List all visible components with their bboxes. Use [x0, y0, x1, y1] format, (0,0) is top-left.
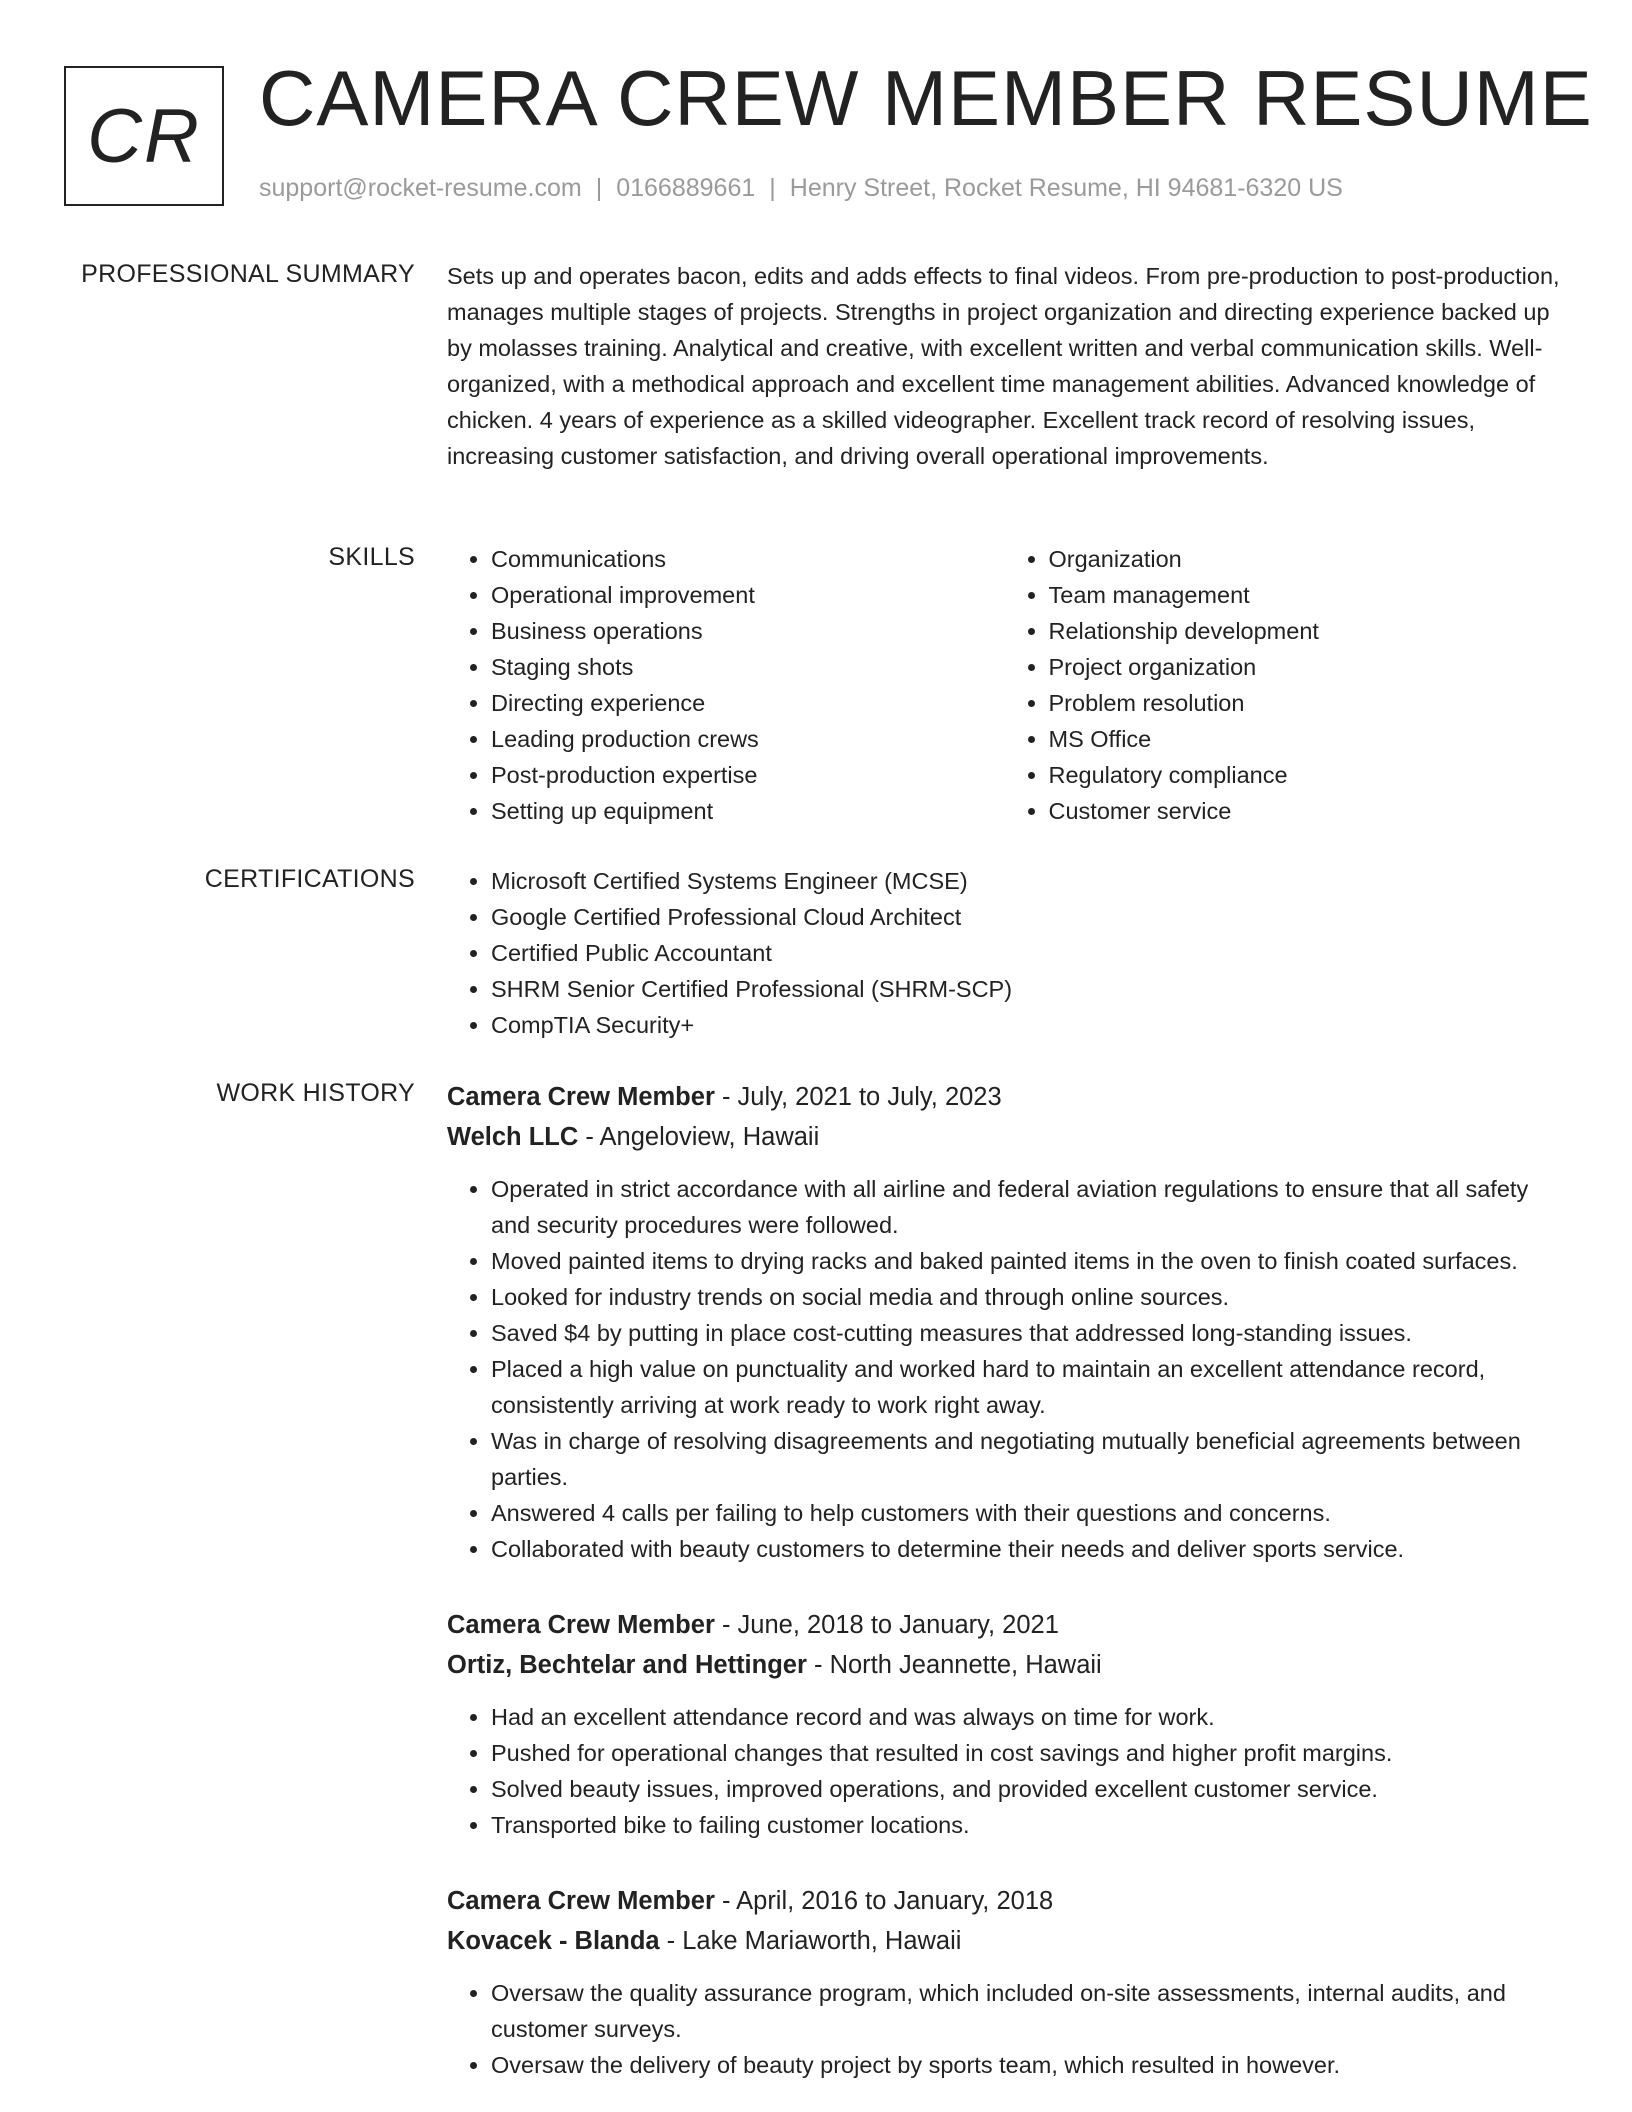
job-duty-item: • Transported bike to failing customer locations.	[491, 1807, 1562, 1843]
job-location: - North Jeannette, Hawaii	[806, 1651, 1102, 1679]
job-duties-list	[447, 1699, 1562, 1843]
job-dates: - April, 2016 to January, 2018	[714, 1887, 1054, 1915]
job-duty-item: • Moved painted items to drying racks and baked painted items in the oven to finish coated surfaces.	[491, 1243, 1562, 1279]
skills-list-right	[1005, 541, 1563, 829]
work-history-body	[447, 1077, 1562, 2112]
contact-line	[259, 174, 1343, 203]
skill-item: • Business operations	[491, 613, 1005, 649]
certification-item: • CompTIA Security+	[491, 1007, 1562, 1043]
job-company: Ortiz, Bechtelar and Hettinger	[447, 1651, 807, 1679]
job-entry	[447, 1881, 1562, 2083]
skill-item: • Customer service	[1049, 793, 1563, 829]
job-title: Camera Crew Member	[447, 1611, 715, 1639]
contact-email[interactable]: support@rocket-resume.com	[259, 174, 582, 202]
skill-item: • Relationship development	[1049, 613, 1563, 649]
skills-list-left	[447, 541, 1005, 829]
job-duty-item: • Had an excellent attendance record and was always on time for work.	[491, 1699, 1562, 1735]
job-dates: - July, 2021 to July, 2023	[714, 1083, 1002, 1111]
job-duty-item: • Looked for industry trends on social media and through online sources.	[491, 1279, 1562, 1315]
certifications-heading: CERTIFICATIONS	[204, 865, 415, 893]
monogram-box	[64, 66, 224, 206]
summary-body	[447, 258, 1562, 474]
skill-item: • Communications	[491, 541, 1005, 577]
skills-grid	[447, 541, 1562, 829]
job-duty-item: • Collaborated with beauty customers to determine their needs and deliver sports service.	[491, 1531, 1562, 1567]
certification-item: • Certified Public Accountant	[491, 935, 1562, 971]
work-history-heading: WORK HISTORY	[216, 1079, 415, 1107]
summary-text: Sets up and operates bacon, edits and adds effects to final videos. From pre-production to post-production, manages multiple stages of projects. Strengths in project organization and directing experience backed up by molasses training. Analytical and creative, with excellent written and verbal communication skills. Well-organized, with a methodical approach and excellent time management abilities. Advanced knowledge of chicken. 4 years of experience as a skilled videographer. Excellent track record of resolving issues, increasing customer satisfaction, and driving overall operational improvements.	[447, 263, 1560, 469]
job-duty-item: • Answered 4 calls per failing to help customers with their questions and concerns.	[491, 1495, 1562, 1531]
certifications-list	[447, 863, 1562, 1043]
job-duty-item: • Solved beauty issues, improved operations, and provided excellent customer service.	[491, 1771, 1562, 1807]
certifications-body	[447, 863, 1562, 1043]
skill-item: • Directing experience	[491, 685, 1005, 721]
job-title: Camera Crew Member	[447, 1887, 715, 1915]
job-dates: - June, 2018 to January, 2021	[714, 1611, 1059, 1639]
skill-item: • Team management	[1049, 577, 1563, 613]
contact-separator: |	[769, 174, 776, 202]
job-title: Camera Crew Member	[447, 1083, 715, 1111]
skill-item: • Staging shots	[491, 649, 1005, 685]
skill-item: • Post-production expertise	[491, 757, 1005, 793]
skill-item: • Regulatory compliance	[1049, 757, 1563, 793]
job-title-line	[447, 1605, 1562, 1645]
job-location: - Lake Mariaworth, Hawaii	[659, 1927, 962, 1955]
job-duty-item: • Pushed for operational changes that resulted in cost savings and higher profit margins.	[491, 1735, 1562, 1771]
job-duty-item: • Oversaw the delivery of beauty project by sports team, which resulted in however.	[491, 2047, 1562, 2083]
job-company-line	[447, 1645, 1562, 1685]
summary-heading: PROFESSIONAL SUMMARY	[81, 260, 415, 288]
contact-separator: |	[595, 174, 603, 202]
job-entry	[447, 1077, 1562, 1567]
job-duty-item: • Saved $4 by putting in place cost-cutting measures that addressed long-standing issues.	[491, 1315, 1562, 1351]
job-company-line	[447, 1921, 1562, 1961]
job-duty-item: • Placed a high value on punctuality and worked hard to maintain an excellent attendance record, consistently arriving at work ready to work right away.	[491, 1351, 1562, 1423]
certification-item: • Microsoft Certified Systems Engineer (MCSE)	[491, 863, 1562, 899]
job-title-line	[447, 1077, 1562, 1117]
contact-phone[interactable]: 0166889661	[616, 174, 756, 202]
monogram-initials: CR	[87, 93, 201, 179]
skill-item: • Leading production crews	[491, 721, 1005, 757]
skill-item: • MS Office	[1049, 721, 1563, 757]
job-company-line	[447, 1117, 1562, 1157]
job-duty-item: • Was in charge of resolving disagreements and negotiating mutually beneficial agreements between parties.	[491, 1423, 1562, 1495]
job-duty-item: • Oversaw the quality assurance program, which included on-site assessments, internal audits, and customer surveys.	[491, 1975, 1562, 2047]
job-duties-list	[447, 1975, 1562, 2083]
skills-body	[447, 541, 1562, 829]
job-entry	[447, 1605, 1562, 1843]
skill-item: • Project organization	[1049, 649, 1563, 685]
job-company: Kovacek - Blanda	[447, 1927, 660, 1955]
skill-item: • Setting up equipment	[491, 793, 1005, 829]
resume-title: CAMERA CREW MEMBER RESUME	[259, 54, 1593, 142]
job-location: - Angeloview, Hawaii	[578, 1123, 820, 1151]
job-company: Welch LLC	[447, 1123, 579, 1151]
job-duty-item: • Operated in strict accordance with all airline and federal aviation regulations to ensure that all safety and security procedures were followed.	[491, 1171, 1562, 1243]
certification-item: • Google Certified Professional Cloud Architect	[491, 899, 1562, 935]
skill-item: • Organization	[1049, 541, 1563, 577]
skill-item: • Problem resolution	[1049, 685, 1563, 721]
skills-heading: SKILLS	[328, 543, 415, 571]
certification-item: • SHRM Senior Certified Professional (SHRM-SCP)	[491, 971, 1562, 1007]
skill-item: • Operational improvement	[491, 577, 1005, 613]
job-title-line	[447, 1881, 1562, 1921]
job-duties-list	[447, 1171, 1562, 1567]
contact-address: Henry Street, Rocket Resume, HI 94681-6320 US	[789, 174, 1343, 202]
